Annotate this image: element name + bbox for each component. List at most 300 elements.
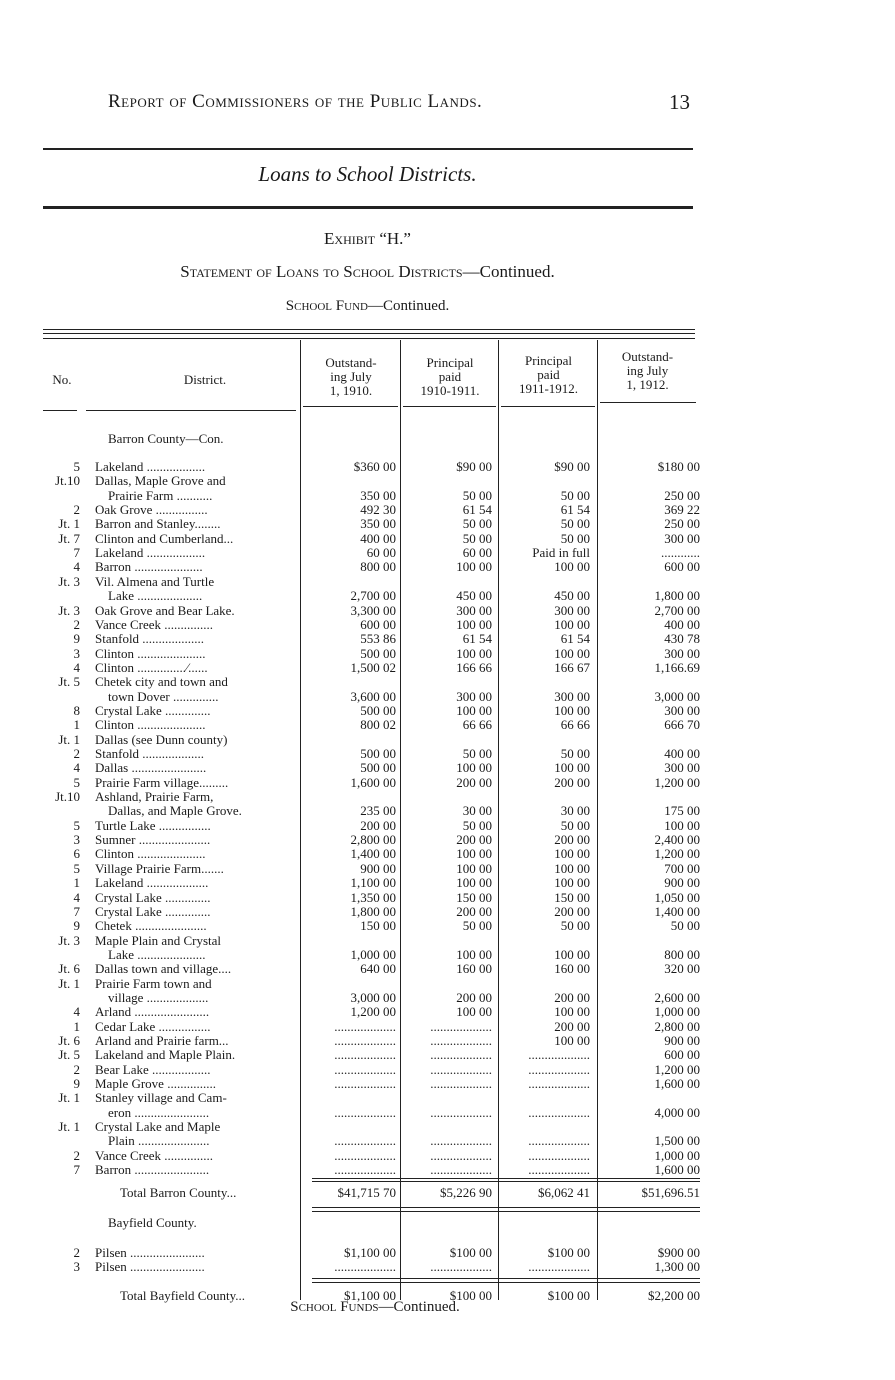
district-number: 7 [73, 545, 80, 561]
table-row [0, 819, 895, 833]
district-number: Jt. 3 [58, 602, 80, 618]
paid-1910-1911-cell: ................... [430, 1047, 492, 1063]
table-row [0, 934, 895, 948]
table-row [0, 460, 895, 474]
outstanding-1910-cell: 235 00 [360, 803, 396, 819]
paid-1910-1911-cell: $5,226 90 [440, 1185, 492, 1200]
table-row [0, 661, 895, 675]
table-row [0, 977, 895, 991]
paid-1911-1912-cell: 300 00 [554, 602, 590, 618]
district-number: 2 [73, 616, 80, 632]
outstanding-1912-cell: 175 00 [664, 803, 700, 819]
paid-1910-1911-cell: ................... [430, 1162, 492, 1178]
paid-1911-1912-cell: 50 00 [560, 487, 590, 503]
paid-1910-1911-cell: 100 00 [456, 760, 492, 776]
outstanding-1910-cell: 1,800 00 [350, 903, 396, 919]
district-number: 3 [73, 832, 80, 848]
outstanding-1910-cell: 3,600 00 [350, 688, 396, 704]
table-row [0, 804, 895, 818]
paid-1911-1912-cell: 300 00 [554, 688, 590, 704]
district-name: Prairie Farm ........... [108, 488, 213, 503]
outstanding-1912-cell: 1,200 00 [654, 774, 700, 790]
outstanding-1912-cell: 1,300 00 [654, 1259, 700, 1275]
paid-1911-1912-cell: 61 54 [560, 502, 590, 518]
fund-title-main: School Fund [285, 298, 368, 314]
paid-1911-1912-cell: $90 00 [554, 459, 590, 474]
district-name: Dallas town and village.... [95, 962, 232, 977]
table-row [0, 604, 895, 618]
outstanding-1910-cell: ................... [334, 1162, 396, 1178]
col-header-no: No. [52, 372, 72, 387]
table-row [0, 1034, 895, 1048]
county-subhead [0, 1216, 895, 1230]
district-name: Crystal Lake .............. [95, 890, 211, 905]
outstanding-1912-cell: 2,400 00 [654, 832, 700, 848]
district-name: Barron County—Con. [108, 432, 224, 446]
district-number: Jt.10 [55, 473, 80, 489]
col-header-paid-1910-1911-line-3: 1910-1911. [420, 383, 480, 398]
paid-1910-1911-cell: ................... [430, 1259, 492, 1275]
paid-1910-1911-cell: 100 00 [456, 645, 492, 661]
table-row [0, 1163, 895, 1177]
district-name: Turtle Lake ................ [95, 818, 211, 833]
outstanding-1910-cell: 200 00 [360, 817, 396, 833]
table-row [0, 776, 895, 790]
district-number: 9 [73, 631, 80, 647]
col-header-outstanding-1912-line-1: Outstand- [621, 349, 674, 364]
paid-1911-1912-cell: 100 00 [554, 846, 590, 862]
paid-1911-1912-cell: 100 00 [554, 702, 590, 718]
paid-1910-1911-cell: 50 00 [462, 516, 492, 532]
paid-1910-1911-cell: 100 00 [456, 616, 492, 632]
paid-1910-1911-cell: ................... [430, 1061, 492, 1077]
outstanding-1910-cell: 500 00 [360, 702, 396, 718]
paid-1910-1911-cell: 61 54 [462, 502, 492, 518]
table-row [0, 962, 895, 976]
paid-1911-1912-cell: 200 00 [554, 832, 590, 848]
district-name: Lakeland ................... [95, 876, 209, 891]
table-row [0, 1120, 895, 1134]
district-name: Crystal Lake .............. [95, 904, 211, 919]
paid-1911-1912-cell: 100 00 [554, 559, 590, 575]
district-name: Clinton and Cumberland... [95, 531, 234, 546]
table-row [0, 948, 895, 962]
district-name: Maple Grove ............... [95, 1077, 216, 1092]
outstanding-1912-cell: 1,000 00 [654, 1004, 700, 1020]
table-row [0, 1048, 895, 1062]
district-number: 5 [73, 860, 80, 876]
outstanding-1912-cell: 900 00 [664, 875, 700, 891]
district-name: village ................... [108, 990, 209, 1005]
paid-1911-1912-cell: ................... [528, 1259, 590, 1275]
table-row [0, 690, 895, 704]
outstanding-1912-cell: 800 00 [664, 946, 700, 962]
paid-1911-1912-cell: 30 00 [560, 803, 590, 819]
district-name: Clinton ...............⁄...... [95, 660, 208, 675]
outstanding-1910-cell: 60 00 [366, 545, 396, 561]
district-name: Dallas ....................... [95, 761, 207, 776]
district-name: Barron ..................... [95, 560, 203, 575]
outstanding-1910-cell: 3,300 00 [350, 602, 396, 618]
outstanding-1910-cell: $360 00 [353, 459, 396, 474]
district-number: Jt.10 [55, 789, 80, 805]
outstanding-1912-cell: 1,600 00 [654, 1162, 700, 1178]
district-name: Lakeland .................. [95, 460, 206, 474]
paid-1911-1912-cell: 50 00 [560, 918, 590, 934]
outstanding-1912-cell: 1,166.69 [654, 659, 700, 675]
table-row [0, 489, 895, 503]
paid-1910-1911-cell: 200 00 [456, 774, 492, 790]
paid-1911-1912-cell: 150 00 [554, 889, 590, 905]
district-number: 4 [73, 559, 80, 575]
outstanding-1910-cell: 492 30 [360, 502, 396, 518]
district-name: Prairie Farm town and [95, 976, 212, 991]
exhibit-title: Exhibit “H.” [324, 229, 411, 248]
table-row [0, 546, 895, 560]
col-header-outstanding-1910-line-1: Outstand- [325, 355, 377, 370]
outstanding-1912-cell: $2,200 00 [648, 1288, 700, 1303]
district-number: 1 [73, 875, 80, 891]
outstanding-1910-cell: 900 00 [360, 860, 396, 876]
outstanding-1912-cell: $180 00 [657, 459, 700, 474]
outstanding-1910-cell: ................... [334, 1047, 396, 1063]
paid-1911-1912-cell: 100 00 [554, 1033, 590, 1048]
paid-1911-1912-cell: 200 00 [554, 1018, 590, 1034]
district-number: 2 [73, 1147, 80, 1163]
paid-1911-1912-cell: 50 00 [560, 516, 590, 532]
district-name: Cedar Lake ................ [95, 1019, 211, 1034]
paid-1910-1911-cell: 100 00 [456, 1004, 492, 1020]
paid-1910-1911-cell: 50 00 [462, 530, 492, 546]
district-number: 2 [73, 502, 80, 518]
paid-1910-1911-cell: 100 00 [456, 559, 492, 575]
table-row [0, 991, 895, 1005]
col-header-outstanding-1912-line-2: ing July [626, 363, 669, 378]
outstanding-1910-cell: ................... [334, 1259, 396, 1275]
table-row [0, 560, 895, 574]
paid-1910-1911-cell: 61 54 [462, 631, 492, 647]
outstanding-1910-cell: 640 00 [360, 961, 396, 977]
page-number: 13 [669, 90, 690, 114]
outstanding-1910-cell: 350 00 [360, 516, 396, 532]
outstanding-1910-cell: ................... [334, 1061, 396, 1077]
district-name: Sumner ...................... [95, 833, 211, 848]
outstanding-1910-cell: 2,800 00 [350, 832, 396, 848]
table-row [0, 1077, 895, 1091]
district-name: Clinton ..................... [95, 646, 206, 661]
district-number: 9 [73, 918, 80, 934]
outstanding-1912-cell: 1,600 00 [654, 1076, 700, 1092]
table-row [0, 503, 895, 517]
district-number: 2 [73, 746, 80, 761]
district-name: Lake ..................... [108, 947, 206, 962]
outstanding-1910-cell: 1,600 00 [350, 774, 396, 790]
table-row [0, 675, 895, 689]
paid-1911-1912-cell: Paid in full [532, 545, 590, 561]
outstanding-1912-cell: 1,500 00 [654, 1133, 700, 1149]
table-row [0, 761, 895, 775]
paid-1911-1912-cell: 100 00 [554, 946, 590, 962]
district-name: Arland ....................... [95, 1005, 210, 1020]
outstanding-1910-cell: 800 00 [360, 559, 396, 575]
outstanding-1910-cell: 1,400 00 [350, 846, 396, 862]
outstanding-1912-cell: 1,800 00 [654, 588, 700, 604]
paid-1911-1912-cell: 100 00 [554, 875, 590, 891]
district-number: Jt. 1 [58, 516, 80, 532]
table-row [0, 1260, 895, 1274]
district-name: Dallas (see Dunn county) [95, 732, 228, 747]
outstanding-1910-cell: 1,100 00 [350, 875, 396, 891]
footer-main: School Funds [290, 1299, 379, 1315]
outstanding-1910-cell: $1,100 00 [344, 1288, 396, 1303]
district-name: Oak Grove and Bear Lake. [95, 603, 235, 618]
outstanding-1910-cell: 500 00 [360, 645, 396, 661]
outstanding-1912-cell: ............ [661, 545, 700, 561]
table-row [0, 1149, 895, 1163]
district-number: 1 [73, 1018, 80, 1034]
district-number: 3 [73, 645, 80, 661]
district-number: Jt. 6 [58, 1033, 80, 1048]
table-row [0, 833, 895, 847]
table-row [0, 891, 895, 905]
district-name: Crystal Lake and Maple [95, 1120, 221, 1135]
paid-1910-1911-cell: 300 00 [456, 602, 492, 618]
paid-1911-1912-cell: ................... [528, 1162, 590, 1178]
paid-1911-1912-cell: 200 00 [554, 774, 590, 790]
paid-1911-1912-cell: 100 00 [554, 645, 590, 661]
outstanding-1910-cell: ................... [334, 1104, 396, 1120]
outstanding-1910-cell: 3,000 00 [350, 989, 396, 1005]
outstanding-1912-cell: $51,696.51 [641, 1185, 700, 1200]
district-number: 2 [73, 1245, 80, 1260]
col-header-outstanding-1910-line-2: ing July [330, 369, 372, 384]
outstanding-1910-cell: ................... [334, 1076, 396, 1092]
paid-1911-1912-cell: 200 00 [554, 989, 590, 1005]
outstanding-1912-cell: 320 00 [664, 961, 700, 977]
district-name: Stanley village and Cam- [95, 1091, 227, 1106]
table-row [0, 1063, 895, 1077]
table-row [0, 847, 895, 861]
paid-1910-1911-cell: 66 66 [462, 717, 492, 733]
district-name: Lake .................... [108, 589, 203, 604]
outstanding-1910-cell: $1,100 00 [344, 1245, 396, 1260]
table-row [0, 1091, 895, 1105]
district-name: Clinton ..................... [95, 847, 206, 862]
outstanding-1910-cell: 350 00 [360, 487, 396, 503]
paid-1910-1911-cell: 100 00 [456, 875, 492, 891]
district-number: 7 [73, 903, 80, 919]
table-row [0, 647, 895, 661]
district-number: 5 [73, 774, 80, 790]
outstanding-1912-cell: 1,050 00 [654, 889, 700, 905]
outstanding-1912-cell: 3,000 00 [654, 688, 700, 704]
outstanding-1912-cell: 600 00 [664, 1047, 700, 1063]
outstanding-1912-cell: 100 00 [664, 817, 700, 833]
district-name: Barron ....................... [95, 1163, 210, 1178]
paid-1911-1912-cell: 100 00 [554, 616, 590, 632]
district-name: Vance Creek ............... [95, 1148, 214, 1163]
paid-1910-1911-cell: 100 00 [456, 702, 492, 718]
district-number: 9 [73, 1076, 80, 1092]
paid-1910-1911-cell: 50 00 [462, 817, 492, 833]
district-name: Lakeland .................. [95, 546, 206, 561]
col-header-paid-1911-1912-line-1: Principal [525, 353, 572, 368]
table-row [0, 704, 895, 718]
paid-1910-1911-cell: 50 00 [462, 918, 492, 934]
total-row [0, 1186, 895, 1200]
paid-1910-1911-cell: 50 00 [462, 746, 492, 761]
outstanding-1912-cell: 300 00 [664, 645, 700, 661]
paid-1911-1912-cell: ................... [528, 1147, 590, 1163]
district-name: Crystal Lake .............. [95, 703, 211, 718]
paid-1910-1911-cell: $90 00 [456, 459, 492, 474]
paid-1911-1912-cell: 100 00 [554, 860, 590, 876]
district-name: Lakeland and Maple Plain. [95, 1048, 236, 1063]
total-label: Total Bayfield County... [120, 1289, 245, 1303]
district-name: Arland and Prairie farm... [95, 1034, 229, 1048]
outstanding-1910-cell: 500 00 [360, 746, 396, 761]
district-name: Dallas, and Maple Grove. [108, 804, 242, 819]
paid-1910-1911-cell: 450 00 [456, 588, 492, 604]
outstanding-1912-cell: 4,000 00 [654, 1104, 700, 1120]
table-row [0, 876, 895, 890]
paid-1910-1911-cell: 30 00 [462, 803, 492, 819]
district-number: 5 [73, 817, 80, 833]
table-row [0, 1246, 895, 1260]
district-name: Pilsen ....................... [95, 1246, 205, 1260]
paid-1911-1912-cell: 50 00 [560, 817, 590, 833]
outstanding-1910-cell: ................... [334, 1147, 396, 1163]
outstanding-1910-cell: 553 86 [360, 631, 396, 647]
outstanding-1912-cell: 1,000 00 [654, 1147, 700, 1163]
district-number: Jt. 5 [58, 674, 80, 690]
total-label: Total Barron County... [120, 1186, 237, 1200]
outstanding-1910-cell: $41,715 70 [337, 1185, 396, 1200]
outstanding-1912-cell: 369 22 [664, 502, 700, 518]
outstanding-1910-cell: 1,350 00 [350, 889, 396, 905]
district-number: 4 [73, 1004, 80, 1020]
paid-1911-1912-cell: 100 00 [554, 1004, 590, 1020]
district-number: Jt. 1 [58, 731, 80, 747]
col-header-outstanding-1912-line-3: 1, 1912. [626, 377, 669, 392]
paid-1910-1911-cell: 166 66 [456, 659, 492, 675]
table-row [0, 575, 895, 589]
outstanding-1910-cell: 1,500 02 [350, 659, 396, 675]
district-name: Stanfold ................... [95, 747, 205, 761]
col-header-outstanding-1910-line-3: 1, 1910. [329, 383, 373, 398]
district-name: Plain ...................... [108, 1134, 210, 1149]
district-name: Ashland, Prairie Farm, [95, 790, 214, 805]
paid-1910-1911-cell: 150 00 [456, 889, 492, 905]
outstanding-1910-cell: ................... [334, 1033, 396, 1048]
district-name: eron ....................... [108, 1105, 210, 1120]
outstanding-1912-cell: 400 00 [664, 746, 700, 761]
paid-1910-1911-cell: $100 00 [449, 1245, 492, 1260]
district-name: Oak Grove ................ [95, 503, 208, 518]
paid-1911-1912-cell: 100 00 [554, 760, 590, 776]
outstanding-1910-cell: 150 00 [360, 918, 396, 934]
district-number: 3 [73, 1259, 80, 1275]
outstanding-1912-cell: $900 00 [657, 1245, 700, 1260]
outstanding-1912-cell: 2,700 00 [654, 602, 700, 618]
table-row [0, 1005, 895, 1019]
district-number: 8 [73, 702, 80, 718]
district-name: Barron and Stanley........ [95, 517, 221, 532]
outstanding-1912-cell: 1,400 00 [654, 903, 700, 919]
paid-1910-1911-cell: ................... [430, 1033, 492, 1048]
outstanding-1910-cell: 800 02 [360, 717, 396, 733]
paid-1911-1912-cell: 450 00 [554, 588, 590, 604]
outstanding-1912-cell: 900 00 [664, 1033, 700, 1048]
district-number: 4 [73, 659, 80, 675]
outstanding-1912-cell: 300 00 [664, 530, 700, 546]
paid-1911-1912-cell: 160 00 [554, 961, 590, 977]
district-number: Jt. 1 [58, 1119, 80, 1135]
district-name: Maple Plain and Crystal [95, 933, 222, 948]
running-header: Report of Commissioners of the Public Lands. [108, 91, 483, 112]
district-number: 7 [73, 1162, 80, 1178]
outstanding-1910-cell: ................... [334, 1133, 396, 1149]
district-number: 5 [73, 459, 80, 474]
paid-1911-1912-cell: ................... [528, 1076, 590, 1092]
table-row [0, 905, 895, 919]
col-header-district: District. [183, 372, 227, 387]
district-name: Chetek city and town and [95, 675, 228, 690]
district-name: Bear Lake .................. [95, 1062, 211, 1077]
outstanding-1910-cell: ................... [334, 1018, 396, 1034]
outstanding-1912-cell: 250 00 [664, 516, 700, 532]
paid-1911-1912-cell: ................... [528, 1047, 590, 1063]
table-row [0, 718, 895, 732]
paid-1911-1912-cell: 50 00 [560, 746, 590, 761]
paid-1910-1911-cell: 200 00 [456, 832, 492, 848]
paid-1911-1912-cell: 61 54 [560, 631, 590, 647]
outstanding-1912-cell: 300 00 [664, 702, 700, 718]
paid-1910-1911-cell: ................... [430, 1076, 492, 1092]
district-number: Jt. 5 [58, 1047, 80, 1063]
district-number: 6 [73, 846, 80, 862]
district-number: 4 [73, 889, 80, 905]
table-row [0, 532, 895, 546]
statement-title-main: Statement of Loans to School Districts [180, 262, 463, 281]
footer-continued [0, 1299, 750, 1316]
district-number: Jt. 1 [58, 975, 80, 991]
district-name: Pilsen ....................... [95, 1260, 205, 1275]
paid-1910-1911-cell: 200 00 [456, 989, 492, 1005]
district-number: Jt. 6 [58, 961, 80, 977]
paid-1910-1911-cell: ................... [430, 1133, 492, 1149]
district-name: Village Prairie Farm....... [95, 861, 224, 876]
col-header-paid-1910-1911-line-2: paid [438, 369, 462, 384]
outstanding-1912-cell: 430 78 [664, 631, 700, 647]
district-name: Clinton ..................... [95, 718, 206, 733]
district-name: town Dover .............. [108, 689, 219, 704]
fund-title-cont: —Continued. [367, 298, 450, 314]
outstanding-1912-cell: 250 00 [664, 487, 700, 503]
outstanding-1910-cell: 400 00 [360, 530, 396, 546]
district-number: Jt. 3 [58, 932, 80, 948]
table-row [0, 632, 895, 646]
col-header-paid-1911-1912-line-2: paid [537, 367, 560, 382]
outstanding-1912-cell: 400 00 [664, 616, 700, 632]
footer-cont: —Continued. [378, 1299, 460, 1315]
district-number: Jt. 7 [58, 530, 80, 546]
table-row [0, 862, 895, 876]
paid-1910-1911-cell: 50 00 [462, 487, 492, 503]
paid-1911-1912-cell: 66 66 [560, 717, 590, 733]
table-row [0, 517, 895, 531]
district-number: 1 [73, 717, 80, 733]
